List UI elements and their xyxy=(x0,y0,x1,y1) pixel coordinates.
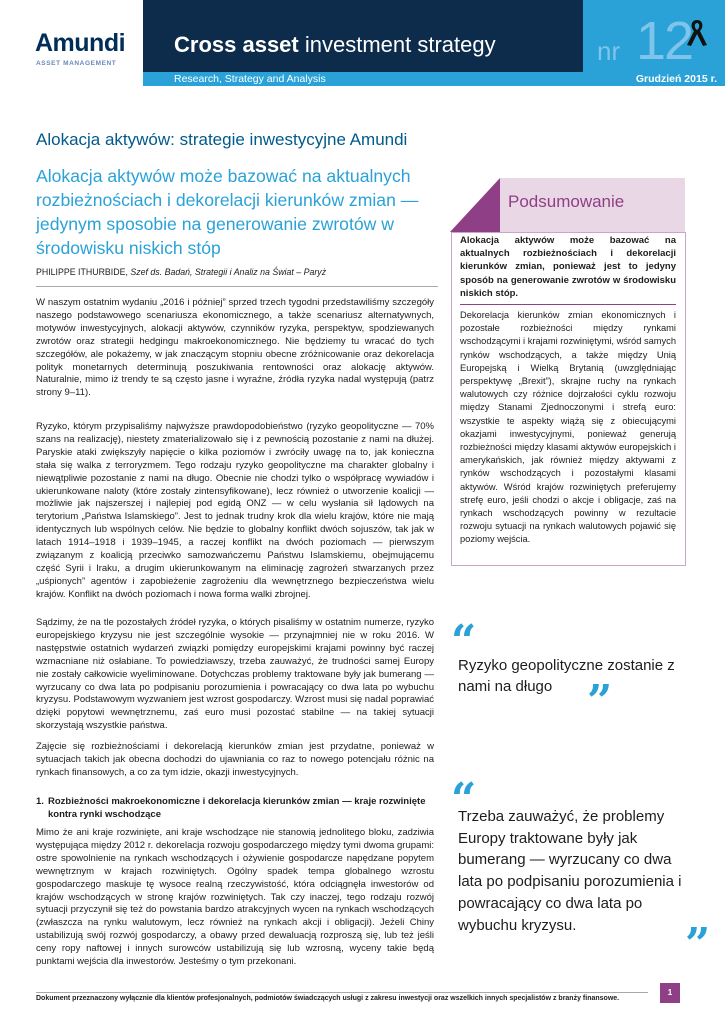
issue-number: 12 xyxy=(636,11,693,71)
paragraph xyxy=(36,617,434,733)
paragraph-text: Ryzyko, którym przypisaliśmy najwyższe prawdopodobieństwo (ryzyko geopolityczne — 70% szans na realizację), niestety zmaterializowało się i z pewnością pozostanie z nami na dłużej. Paryskie ataki zwiększyły napięcie o kilka poziomów i zwróciły uwagę na to, jak konieczna stała się walka z terroryzmem. Tego rodzaju ryzyko geopolityczne ma charakter globalny i niewątpliwie pozostanie z nami na długo. Obecnie nie chodzi tylko o współpracę wywiadów i ukierunkowane naloty (które zostały zintensyfikowane), lecz również o utworzenie koalicji — możliwie jak najszerszej i najlepiej pod egidą ONZ — w celu wysłania sił lądowych na terytorium „Państwa Islamskiego”. Jest to jednak trudny krok dla wielu krajów, które nie mają identycznych lub wspólnych celów. Nie będzie to globalny konflikt dwóch sojuszów, tak jak w latach 1914–1918 i 1939–1945, a raczej konflikt na dwóch poziomach — pierwszym związanym z koalicją przeciwko samozwańczemu Państwu Islamskiemu, obejmującemu część Syrii i Iraku, a drugim ukierunkowanym na eliminację zagrożeń stwarzanych przez „uśpionych” agentów i zapobieżenie zagrożeniu dla wewnętrznego bezpieczeństwa wielu krajów. Konflikt na dwóch poziomach i nowa forma walki zbrojnej. xyxy=(36,421,434,600)
footer-divider xyxy=(36,992,648,993)
logo-subtitle: ASSET MANAGEMENT xyxy=(36,60,117,67)
author-name: PHILIPPE ITHURBIDE, xyxy=(36,267,128,277)
publication-date: Grudzień 2015 r. xyxy=(635,73,717,85)
summary-lead: Alokacja aktywów może bazować na aktualnych rozbieżnościach i dekorelacji kierunków zmian, ponieważ jest to jedyny sposób na generowanie zwrotów w środowisku niskich stóp. xyxy=(460,235,676,299)
summary-triangle-icon xyxy=(450,178,500,232)
paragraph xyxy=(36,741,434,780)
paragraph-text: W naszym ostatnim wydaniu „2016 i później” sprzed trzech tygodni przedstawiliśmy szczegóły naszego podstawowego scenariusza ekonomicznego, a także scenariusz alternatywnych, motywów inwestycyjnych, alokacji aktywów, czynników ryzyka, perspektyw, spodziewanych zwrotów oraz strategii hedgingu makroekonomicznego. Nie będziemy tu wracać do tych szczegółów, ale pokażemy, w jak znaczącym stopniu obecne zróżnicowanie oraz dekorelacja polityk monetarnych determinują poszukiwania rentowności oraz alokację aktywów. Naturalnie, mimo iż trendy te są często jasne i wyraźne, źródła ryzyka nadal występują (patrz strony 9–11). xyxy=(36,297,434,399)
lead-headline: Alokacja aktywów może bazować na aktualnych rozbieżnościach i dekorelacji kierunków zmian — jedynym sposobie na generowanie zwrotów w środowisku niskich stóp xyxy=(36,166,419,258)
footer-disclaimer: Dokument przeznaczony wyłącznie dla klientów profesjonalnych, podmiotów świadczących usługi z zakresu inwestycji oraz wszelkich innych specjalistów z branży finansowe. xyxy=(36,995,620,1002)
title-bold: Cross asset xyxy=(174,32,299,57)
amundi-logo: Amundi xyxy=(35,29,126,57)
mourning-ribbon-icon xyxy=(683,18,711,48)
paragraph-text: Sądzimy, że na tle pozostałych źródeł ryzyka, o których pisaliśmy w ostatnim numerze, ryzyko europejskiego kryzysu nie jest szczególnie wysokie — przynajmniej nie w roku 2016. W następstwie ostatnich wydarzeń związki pomiędzy europejskimi krajami powinny być raczej wzmacniane niż osłabiane. To powiedziawszy, trzeba zauważyć, że trudności samej Europy nie zostały całkowicie wyeliminowane. Dotychczas problemy traktowane były jak bumerang — wyrzucany co dwa lata po podpisaniu porozumienia i powracający co dwa lata po wybuchu kryzysu. Podstawowym wyzwaniem jest wzrost gospodarczy. Wzrost musi się nadal poprawiać dzięki popytowi wewnętrznemu, zaś euro musi pozostać stabilne — na takiej sytuacji skorzystają wszystkie państwa. xyxy=(36,617,434,732)
author-line xyxy=(36,267,326,277)
divider xyxy=(36,286,438,287)
close-quote-icon: ” xyxy=(587,676,613,727)
paragraph-text: Mimo że ani kraje rozwinięte, ani kraje wschodzące nie stanowią jednolitego bloku, zadziwia występująca między 2012 r. dekorelacja rozwoju gospodarczego między tymi dwoma grupami: ostre spowolnienie na rynkach wschodzących i ożywienie gospodarcze napędzane popytem wewnętrznym w krajach rozwiniętych. Ogólny spadek tempa globalnego wzrostu gospodarczego maskuje tę wysoce realną rzeczywistość, która odciągnęła inwestorów od krajów wschodzących w stronę krajów rozwiniętych. Tak czy inaczej, tego rodzaju rozwój sytuacji przyczynił się też do powstania bardzo atrakcyjnych wycen na rynkach wschodzących (zwłaszcza na rynku walutowym, lecz również na rynkach akcji i obligacji). Jeżeli Chiny ustabilizują swój rozwój gospodarczy, a obawy przed dewaluacją rozproszą się, lub też jeśli ceny ropy naftowej i innych surowców ustabilizują się lub wzrosną, wyceny takie będą punktami wejścia dla inwestorów. Jesteśmy o tym przekonani. xyxy=(36,827,434,968)
summary-divider xyxy=(460,304,676,305)
summary-title: Podsumowanie xyxy=(508,192,625,211)
paragraph xyxy=(36,421,434,602)
title-light: investment strategy xyxy=(304,32,496,57)
paragraph xyxy=(36,827,434,969)
summary-text: Dekorelacja kierunków zmian ekonomicznych i pozostałe rozbieżności między rynkami wschodzącymi i krajami rozwiniętymi, wśród samych rynków wschodzących, a także między Unią Europejską i Wielką Brytanią (uwzględniając perspektywę „Brexit”), skrajne ruchy na rynkach walutowych czy różnice dojrzałości cyklu rozwoju między Stanami Zjednoczonymi i strefą euro: wszystkie te aspekty wiążą się z obiecującymi okazjami inwestycyjnymi, ponieważ generują rozbieżności między klasami aktywów europejskich i amerykańskich, jak również między aktywami z rynków wschodzących i pozostałymi klasami aktywów. Wśród krajów rozwiniętych preferujemy strefę euro, jeśli chodzi o akcje i obligacje, zaś na rynkach wschodzących powinny w rezultacie rozwoju sytuacji na rynkach walutowych pojawić się poziomy wejścia. xyxy=(460,310,676,545)
paragraph-text: Zajęcie się rozbieżnościami i dekorelacją kierunków zmian jest przydatne, ponieważ w sytuacjach takich jak obecna dochodzi do ujawniania co raz to nowego potencjału różnic na rynkach finansowych, a co za tym idzie, okazji inwestycyjnych. xyxy=(36,741,434,778)
subheading-text: Rozbieżności makroekonomiczne i dekorelacja kierunków zmian — kraje rozwinięte kontra rynki wschodzące xyxy=(48,796,426,820)
close-quote-icon: ” xyxy=(685,919,711,970)
open-quote-icon: “ xyxy=(451,774,477,825)
open-quote-icon: “ xyxy=(451,616,477,667)
section-title: Alokacja aktywów: strategie inwestycyjne Amundi xyxy=(36,130,408,149)
pull-quote: Trzeba zauważyć, że problemy Europy traktowane były jak bumerang — wyrzucany co dwa lata po podpisaniu porozumienia i powracający co dwa lata po wybuchu kryzysu. xyxy=(458,808,682,934)
page-number: 1 xyxy=(660,983,680,1003)
paragraph xyxy=(36,297,434,400)
author-role: Szef ds. Badań, Strategii i Analiz na Świat – Paryż xyxy=(127,267,327,277)
subheading-number: 1. xyxy=(36,796,44,807)
publication-subtitle: Research, Strategy and Analysis xyxy=(174,73,326,85)
pull-quote: Ryzyko geopolityczne zostanie z nami na długo xyxy=(458,657,675,695)
numbered-subheading xyxy=(36,795,434,821)
issue-label: nr xyxy=(597,36,621,66)
publication-title xyxy=(174,32,496,58)
